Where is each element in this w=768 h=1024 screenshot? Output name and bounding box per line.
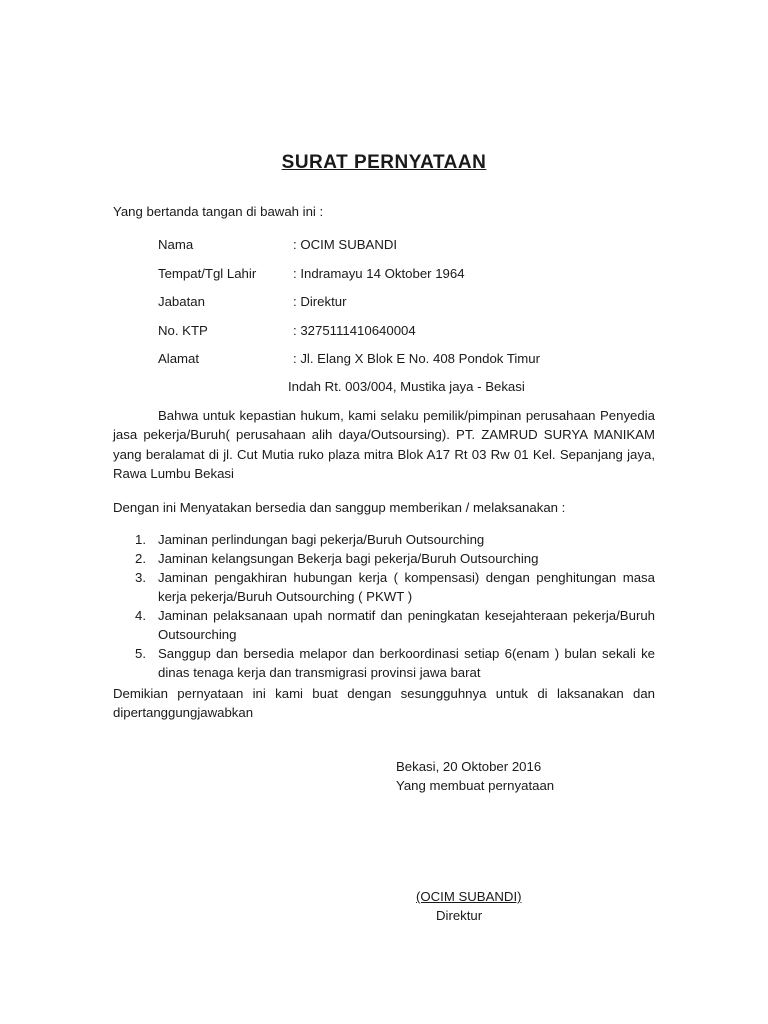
field-label: Nama bbox=[158, 237, 194, 252]
list-item-text: Jaminan perlindungan bagi pekerja/Buruh Outsourching bbox=[158, 532, 485, 547]
list-number: 4. bbox=[135, 608, 146, 623]
paragraph-closing: Demikian pernyataan ini kami buat dengan sesungguhnya untuk di laksanakan dan dipertanggungjawabkan bbox=[113, 686, 655, 721]
list-item-text: Jaminan kelangsungan Bekerja bagi pekerja/Buruh Outsourching bbox=[158, 551, 539, 566]
intro-text: Yang bertanda tangan di bawah ini : bbox=[113, 204, 324, 219]
field-label: Tempat/Tgl Lahir bbox=[158, 265, 257, 281]
field-label: Alamat bbox=[158, 351, 200, 366]
field-value: : Jl. Elang X Blok E No. 408 Pondok Timur bbox=[293, 351, 541, 366]
list-item-text: Jaminan pelaksanaan upah normatif dan peningkatan kesejahteraan pekerja/Buruh Outsourching bbox=[158, 608, 655, 642]
document-title: SURAT PERNYATAAN bbox=[281, 152, 487, 173]
signature-block bbox=[396, 757, 554, 795]
maker-label: Yang membuat pernyataan bbox=[396, 778, 555, 793]
field-value: : Indramayu 14 Oktober 1964 bbox=[293, 265, 465, 281]
list-item bbox=[113, 644, 655, 682]
list-item-text: Sanggup dan bersedia melapor dan berkoordinasi setiap 6(enam ) bulan sekali ke dinas tenaga kerja dan transmigrasi provinsi jawa barat bbox=[158, 646, 655, 680]
list-item bbox=[113, 606, 655, 644]
signer-name: (OCIM SUBANDI) bbox=[416, 889, 522, 904]
list-item-text: Jaminan pengakhiran hubungan kerja ( kompensasi) dengan penghitungan masa kerja pekerja/Buruh Outsourching ( PKWT ) bbox=[158, 570, 655, 604]
list-item bbox=[113, 549, 655, 568]
place-date: Bekasi, 20 Oktober 2016 bbox=[396, 759, 542, 774]
address-continuation: Indah Rt. 003/004, Mustika jaya - Bekasi bbox=[288, 379, 525, 394]
list-number: 1. bbox=[135, 532, 146, 547]
signer-role: Direktur bbox=[436, 908, 483, 923]
list-number: 3. bbox=[135, 570, 146, 585]
list-number: 5. bbox=[135, 646, 146, 661]
field-value: : 3275111410640004 bbox=[293, 322, 416, 338]
paragraph-declaration: Dengan ini Menyatakan bersedia dan sanggup memberikan / melaksanakan : bbox=[113, 500, 566, 515]
field-value: : Direktur bbox=[293, 294, 347, 309]
list-number: 2. bbox=[135, 551, 146, 566]
commitments-list bbox=[113, 530, 655, 682]
list-item bbox=[113, 530, 655, 549]
list-item bbox=[113, 568, 655, 606]
field-label: No. KTP bbox=[158, 322, 208, 338]
field-label: Jabatan bbox=[158, 294, 205, 309]
paragraph-legal-basis: Bahwa untuk kepastian hukum, kami selaku pemilik/pimpinan perusahaan Penyedia jasa pekerja/Buruh( perusahaan alih daya/Outsoursing). PT. ZAMRUD SURYA MANIKAM yang beralamat di jl. Cut Mutia ruko plaza mitra Blok A17 Rt 03 Rw 01 Kel. Sepanjang jaya, Rawa Lumbu Bekasi bbox=[113, 408, 655, 481]
field-value: : OCIM SUBANDI bbox=[293, 237, 398, 252]
